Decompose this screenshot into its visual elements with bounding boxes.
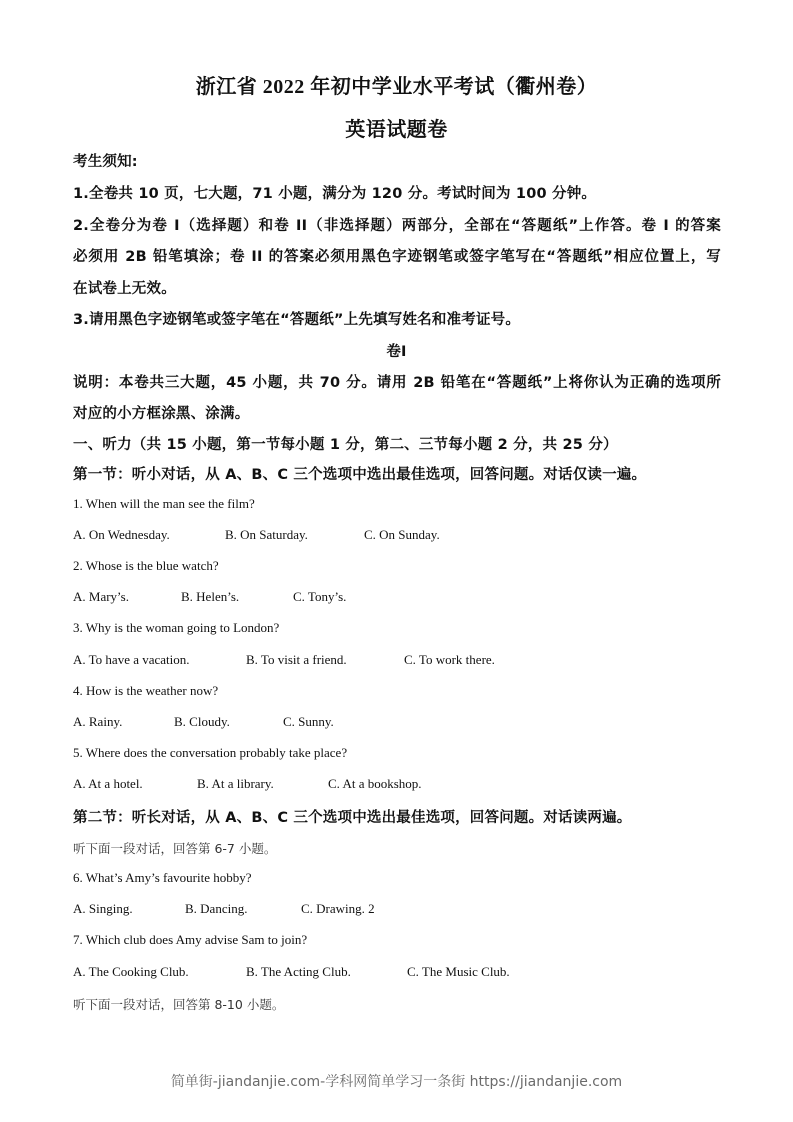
notice-item-3: 3.请用黑色字迹钢笔或签字笔在“答题纸”上先填写姓名和准考证号。 bbox=[73, 312, 521, 328]
q1-option-a[interactable]: A. On Wednesday. bbox=[73, 527, 170, 542]
q5-option-b[interactable]: B. At a library. bbox=[197, 776, 274, 791]
q6-option-a[interactable]: A. Singing. bbox=[73, 901, 133, 916]
volume-instructions-2: 对应的小方框涂黑、涂满。 bbox=[73, 406, 250, 422]
section2-intro-2: 听下面一段对话，回答第 8-10 小题。 bbox=[73, 997, 285, 1012]
question-1: 1. When will the man see the film? bbox=[73, 496, 255, 511]
q1-option-c[interactable]: C. On Sunday. bbox=[364, 527, 440, 542]
question-3: 3. Why is the woman going to London? bbox=[73, 620, 280, 635]
q3-option-a[interactable]: A. To have a vacation. bbox=[73, 652, 190, 667]
notice-item-1: 1.全卷共 10 页，七大题，71 小题，满分为 120 分。考试时间为 100 分钟。 bbox=[73, 186, 597, 202]
q7-option-a[interactable]: A. The Cooking Club. bbox=[73, 964, 189, 979]
exam-title: 浙江省 2022 年初中学业水平考试（衢州卷） bbox=[195, 76, 598, 98]
q6-option-c[interactable]: C. Drawing. 2 bbox=[301, 901, 375, 916]
listening-heading: 一、听力（共 15 小题，第一节每小题 1 分，第二、三节每小题 2 分，共 25 分） bbox=[73, 437, 618, 453]
q5-option-c[interactable]: C. At a bookshop. bbox=[328, 776, 422, 791]
question-2: 2. Whose is the blue watch? bbox=[73, 558, 219, 573]
q7-option-c[interactable]: C. The Music Club. bbox=[407, 964, 510, 979]
q4-option-a[interactable]: A. Rainy. bbox=[73, 714, 123, 729]
section2-intro-1: 听下面一段对话，回答第 6-7 小题。 bbox=[73, 841, 277, 856]
question-5: 5. Where does the conversation probably take place? bbox=[73, 745, 348, 760]
section1-heading: 第一节：听小对话，从 A、B、C 三个选项中选出最佳选项，回答问题。对话仅读一遍。 bbox=[73, 467, 647, 483]
q4-option-c[interactable]: C. Sunny. bbox=[283, 714, 334, 729]
notice-item-2: 2.全卷分为卷 I（选择题）和卷 II（非选择题）两部分，全部在“答题纸”上作答。卷 I 的答案 bbox=[73, 218, 721, 234]
notice-heading: 考生须知: bbox=[73, 154, 138, 170]
q5-option-a[interactable]: A. At a hotel. bbox=[73, 776, 143, 791]
notice-item-2-cont: 必须用 2B 铅笔填涂；卷 II 的答案必须用黑色字迹钢笔或签字笔写在“答题纸”相应位置上，写 bbox=[73, 249, 721, 265]
q2-option-c[interactable]: C. Tony’s. bbox=[293, 589, 347, 604]
q7-option-b[interactable]: B. The Acting Club. bbox=[246, 964, 351, 979]
section2-heading: 第二节：听长对话，从 A、B、C 三个选项中选出最佳选项，回答问题。对话读两遍。 bbox=[73, 810, 632, 826]
q2-option-b[interactable]: B. Helen’s. bbox=[181, 589, 240, 604]
q1-option-b[interactable]: B. On Saturday. bbox=[225, 527, 308, 542]
footer-watermark: 简单街-jiandanjie.com-学科网简单学习一条街 https://jiandanjie.com bbox=[170, 1074, 623, 1090]
q2-option-a[interactable]: A. Mary’s. bbox=[73, 589, 129, 604]
q6-option-b[interactable]: B. Dancing. bbox=[185, 901, 248, 916]
question-4: 4. How is the weather now? bbox=[73, 683, 219, 698]
q3-option-c[interactable]: C. To work there. bbox=[404, 652, 495, 667]
notice-item-2-end: 在试卷上无效。 bbox=[73, 281, 176, 297]
exam-subtitle: 英语试题卷 bbox=[345, 119, 448, 141]
q3-option-b[interactable]: B. To visit a friend. bbox=[246, 652, 347, 667]
question-6: 6. What’s Amy’s favourite hobby? bbox=[73, 870, 252, 885]
question-7: 7. Which club does Amy advise Sam to join? bbox=[73, 932, 308, 947]
q4-option-b[interactable]: B. Cloudy. bbox=[174, 714, 230, 729]
volume-heading: 卷I bbox=[386, 344, 407, 360]
volume-instructions-1: 说明：本卷共三大题，45 小题，共 70 分。请用 2B 铅笔在“答题纸”上将你认为正确的选项所 bbox=[73, 375, 721, 391]
